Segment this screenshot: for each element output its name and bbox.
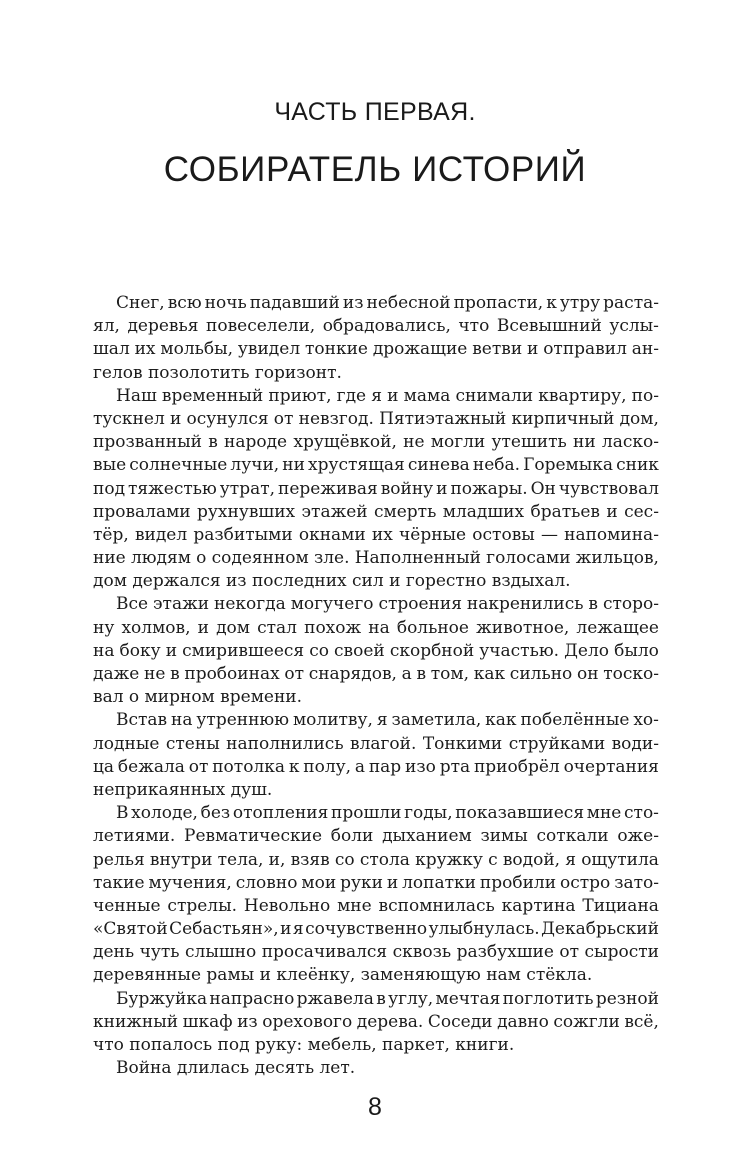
- text-line: тускнел и осунулся от невзгод. Пятиэтажный кирпичный дом,: [93, 408, 659, 429]
- paragraph: [93, 988, 659, 1058]
- paragraph: [93, 593, 659, 709]
- paragraph: [93, 385, 659, 594]
- text-line: ченные стрелы. Невольно мне вспомнилась картина Тициана: [93, 895, 659, 916]
- text-line: вые солнечные лучи, ни хрустящая синева неба. Горемыка сник: [93, 455, 659, 476]
- text-line: Встав на утреннюю молитву, я заметила, как побелённые хо-: [116, 710, 659, 731]
- page-number: 8: [368, 1093, 382, 1121]
- text-line: гелов позолотить горизонт.: [93, 362, 342, 383]
- text-line: Наш временный приют, где я и мама снимали квартиру, по-: [116, 385, 659, 406]
- text-line: под тяжестью утрат, переживая войну и пожары. Он чувствовал: [93, 478, 659, 499]
- text-line: ну холмов, и дом стал похож на больное животное, лежащее: [93, 617, 659, 638]
- paragraph: [93, 1057, 659, 1080]
- text-line: ял, деревья повеселели, обрадовались, что Всевышний услы-: [93, 316, 659, 337]
- text-line: деревянные рамы и клеёнку, заменяющую нам стёкла.: [93, 965, 593, 986]
- paragraph: [93, 292, 659, 385]
- text-line: шал их мольбы, увидел тонкие дрожащие ветви и отправил ан-: [93, 339, 659, 360]
- body-text: [93, 292, 659, 1080]
- text-line: книжный шкаф из орехового дерева. Соседи давно сожгли всё,: [93, 1011, 659, 1032]
- text-line: тёр, видел разбитыми окнами их чёрные остовы — напомина-: [93, 524, 659, 545]
- text-line: Война длилась десять лет.: [116, 1058, 356, 1079]
- text-line: дом держался из последних сил и горестно вздыхал.: [93, 571, 571, 592]
- text-line: летиями. Ревматические боли дыханием зимы соткали оже-: [93, 826, 659, 847]
- text-line: что попалось под руку: мебель, паркет, книги.: [93, 1035, 515, 1055]
- text-line: лодные стены наполнились влагой. Тонкими струйками води-: [93, 733, 659, 754]
- text-line: В холоде, без отопления прошли годы, показавшиеся мне сто-: [116, 803, 659, 824]
- text-line: ца бежала от потолка к полу, а пар изо рта приобрёл очертания: [93, 756, 659, 777]
- text-line: прозванный в народе хрущёвкой, не могли утешить ни ласко-: [93, 432, 659, 453]
- text-line: день чуть слышно просачивался сквозь разбухшие от сырости: [93, 942, 659, 963]
- text-line: Буржуйка напрасно ржавела в углу, мечтая поглотить резной: [116, 988, 659, 1009]
- paragraph: [93, 709, 659, 802]
- text-line: релья внутри тела, и, взяв со стола кружку с водой, я ощутила: [93, 849, 659, 870]
- text-line: провалами рухнувших этажей смерть младших братьев и сес-: [93, 501, 659, 522]
- paragraph: [93, 802, 659, 988]
- text-line: «Святой Себастьян», и я сочувственно улыбнулась. Декабрьский: [93, 919, 659, 940]
- chapter-title: СОБИРАТЕЛЬ ИСТОРИЙ: [163, 150, 587, 189]
- text-line: Все этажи некогда могучего строения накренились в сторо-: [116, 594, 659, 615]
- text-line: на боку и смирившееся со своей скорбной участью. Дело было: [93, 640, 659, 661]
- text-line: ние людям о содеянном зле. Наполненный голосами жильцов,: [93, 548, 659, 569]
- text-line: даже не в пробоинах от снарядов, а в том, как сильно он тоско-: [93, 664, 659, 684]
- text-line: Снег, всю ночь падавший из небесной пропасти, к утру раста-: [116, 293, 659, 313]
- text-line: такие мучения, словно мои руки и лопатки пробили остро зато-: [93, 872, 659, 893]
- text-line: вал о мирном времени.: [93, 687, 303, 708]
- text-line: неприкаянных душ.: [93, 779, 273, 800]
- part-title: ЧАСТЬ ПЕРВАЯ.: [274, 98, 476, 126]
